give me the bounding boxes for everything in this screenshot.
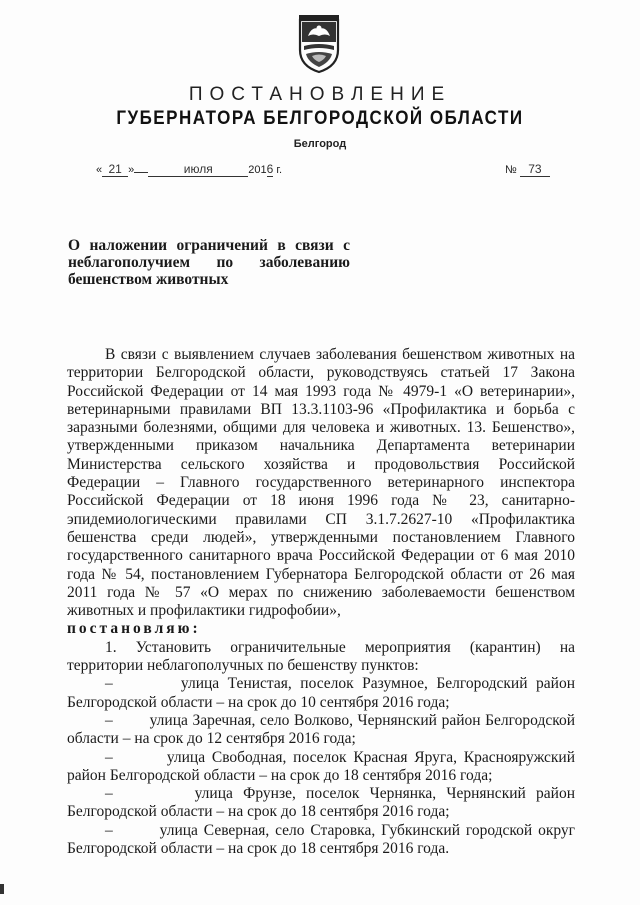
list-dash: – — [105, 785, 113, 803]
list-item — [67, 785, 575, 822]
list-item-text: улица Заречная, село Волково, Чернянский район Белгородской области – на срок до 12 сентября 2016 года; — [67, 711, 576, 748]
list-item-text: улица Фрунзе, поселок Чернянка, Чернянский район Белгородской области – на срок до 18 сентября 2016 года; — [67, 785, 576, 821]
list-item-text: улица Северная, село Старовка, Губкинский городской округ Белгородской области – на срок до 18 сентября 2016 года. — [67, 821, 576, 858]
issuer-name: ГУБЕРНАТОРА БЕЛГОРОДСКОЙ ОБЛАСТИ — [116, 106, 524, 129]
title-line-3: бешенством животных — [68, 271, 229, 288]
date-year-suffix: г. — [273, 164, 283, 176]
list-item-text: улица Тенистая, поселок Разумное, Белгородский район Белгородской области – на срок до 10 сентября 2016 года; — [67, 675, 576, 711]
list-item — [67, 749, 575, 786]
document-date — [96, 162, 282, 177]
belgorod-coat-of-arms-icon — [294, 12, 344, 74]
date-close-quote: » — [128, 164, 135, 176]
list-dash: – — [105, 821, 113, 839]
decree-word: постановляю: — [67, 620, 201, 638]
number-label: № — [505, 164, 517, 176]
date-month: июля — [148, 162, 248, 177]
date-year-prefix: 201 — [248, 164, 267, 176]
city-name: Белгород — [293, 138, 347, 150]
list-item — [67, 675, 575, 712]
date-open-quote: « — [96, 164, 103, 176]
document-body — [67, 346, 575, 858]
date-day: 21 — [102, 162, 128, 177]
list-item — [67, 712, 575, 749]
list-item-text: улица Свободная, поселок Красная Яруга, Краснояружский район Белгородской области – на срок до 18 сентября 2016 года; — [67, 748, 575, 784]
list-dash: – — [105, 711, 113, 729]
date-spacer — [134, 172, 148, 173]
list-item — [67, 822, 575, 859]
scan-edge-mark — [0, 884, 4, 894]
document-type: ПОСТАНОВЛЕНИЕ — [188, 84, 452, 105]
preamble-paragraph: В связи с выявлением случаев заболевания бешенством животных на территории Белгородской области, руководствуясь статьей 17 Закона Российской Федерации от 14 мая 1993 года № 4979-1 «О ветеринарии», ветеринарными правилами ВП 13.3.1103-96 «Профилактика и борьба с заразными болезнями, общими для человека и животных. 13. Бешенство», утвержденными приказом начальника Департамента ветеринарии Министерства сельского хозяйства и продовольствия Российской Федерации – Главного государственного ветеринарного инспектора Российской Федерации от 18 июня 1996 года № 23, санитарно-эпидемиологическими правилами СП 3.1.7.2627-10 «Профилактика бешенства среди людей», утвержденными постановлением Главного государственного санитарного врача Российской Федерации от 6 мая 2010 года № 54, постановлением Губернатора Белгородской области от 26 мая 2011 года № 57 «О мерах по снижению заболеваемости бешенством животных и профилактики гидрофобии», — [67, 346, 575, 620]
list-dash: – — [105, 675, 113, 693]
date-year-digit: 6 — [266, 162, 274, 176]
document-number — [505, 162, 550, 177]
document-title — [68, 237, 350, 288]
title-line-1: О наложении ограничений в связи с — [68, 237, 350, 254]
point-1: 1. Установить ограничительные мероприятия (карантин) на территории неблагополучных по бешенству пунктов: — [67, 638, 575, 675]
number-value: 73 — [520, 162, 550, 177]
title-line-2: неблагополучием по заболеванию — [68, 254, 350, 271]
list-dash: – — [105, 748, 113, 766]
